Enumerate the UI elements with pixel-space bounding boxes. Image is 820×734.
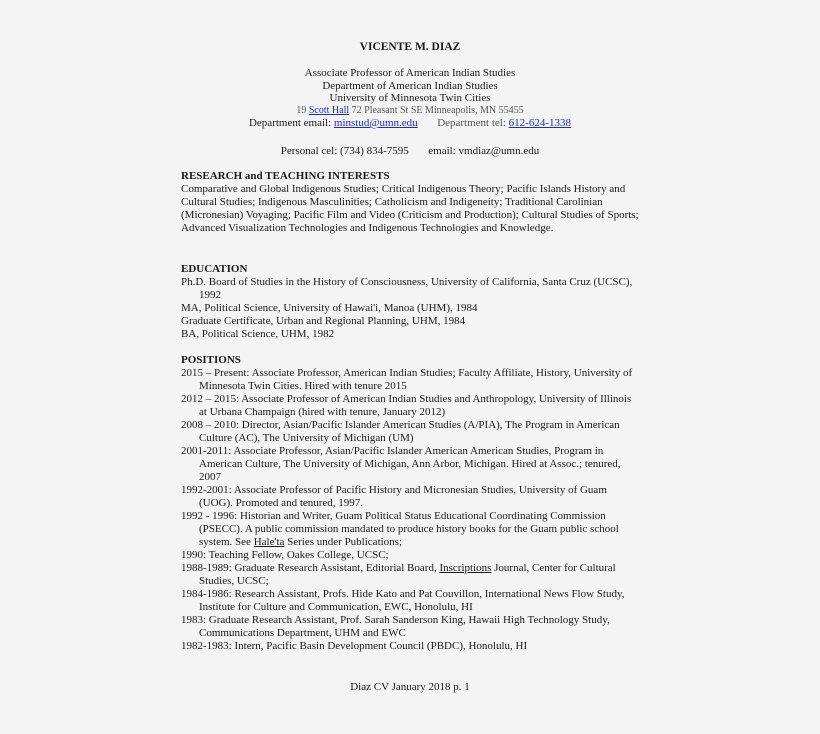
position-item: 2008 – 2010: Director, Asian/Pacific Islander American Studies (A/PIA), The Program in American Culture (AC), The University of Michigan (UM) <box>181 419 620 444</box>
job-title: Associate Professor of American Indian Studies <box>304 67 516 79</box>
address <box>0 105 820 118</box>
dept-email-link[interactable]: minstud@umn.edu <box>333 117 418 129</box>
education-section <box>181 263 641 341</box>
position-item: 1982-1983: Intern, Pacific Basin Development Council (PBDC), Honolulu, HI <box>181 640 528 652</box>
scott-hall-link[interactable]: Scott Hall <box>308 104 350 116</box>
position-item: 1992 - 1996: Historian and Writer, Guam Political Status Educational Coordinating Commission (PSECC). A public commission mandated to produce history books for the Guam public school system. See Hale'ta Series under Publications; <box>181 510 619 548</box>
position-item: 1992-2001: Associate Professor of Pacific History and Micronesian Studies, University of Guam (UOG). Promoted and tenured, 1997. <box>181 484 607 509</box>
research-section <box>181 170 641 235</box>
position-item: 2001-2011: Associate Professor, Asian/Pacific Islander American American Studies, Program in American Culture, The University of Michigan, Ann Arbor, Michigan. Hired at Assoc.; tenured, 2007 <box>181 445 621 483</box>
cv-header <box>0 67 820 130</box>
department: Department of American Indian Studies <box>322 79 498 92</box>
dept-email-label: Department email: <box>248 117 332 129</box>
address-rest: 72 Pleasant St SE Minneapolis, MN 55455 <box>351 104 524 116</box>
personal-cel: Personal cel: (734) 834-7595 <box>280 145 409 157</box>
education-item: Ph.D. Board of Studies in the History of Consciousness, University of California, Santa Cruz (UCSC), 1992 <box>181 276 633 301</box>
dept-tel-label: Department tel: <box>437 117 506 129</box>
page-footer: Diaz CV January 2018 p. 1 <box>350 681 470 693</box>
position-item: 1983: Graduate Research Assistant, Prof. Sarah Sanderson King, Hawaii High Technology Study, Communications Department, UHM and EWC <box>181 614 610 639</box>
position-item: 1984-1986: Research Assistant, Profs. Hide Kato and Pat Couvillon, International News Flow Study, Institute for Culture and Communication, EWC, Honolulu, HI <box>181 588 625 613</box>
personal-email: email: vmdiaz@umn.edu <box>428 145 540 157</box>
position-item: 2012 – 2015: Associate Professor of American Indian Studies and Anthropology, University of Illinois at Urbana Champaign (hired with tenure, January 2012) <box>181 393 632 418</box>
university: University of Minnesota Twin Cities <box>329 92 491 104</box>
haleta-title: Hale'ta <box>253 536 285 548</box>
address-prefix: 19 <box>296 104 307 116</box>
cv-name: VICENTE M. DIAZ <box>359 41 461 53</box>
department-contact <box>0 117 820 130</box>
position-item: 1988-1989: Graduate Research Assistant, Editorial Board, Inscriptions Journal, Center for Cultural Studies, UCSC; <box>181 562 616 587</box>
position-item: 2015 – Present: Associate Professor, American Indian Studies; Faculty Affiliate, History, University of Minnesota Twin Cities. Hired with tenure 2015 <box>181 367 633 392</box>
education-item: Graduate Certificate, Urban and Regional Planning, UHM, 1984 <box>181 315 466 327</box>
positions-heading: POSITIONS <box>181 354 241 366</box>
positions-section <box>181 354 641 653</box>
personal-contact <box>0 145 820 158</box>
education-item: MA, Political Science, University of Hawai'i, Manoa (UHM), 1984 <box>181 302 478 314</box>
dept-tel-link[interactable]: 612-624-1338 <box>508 117 571 129</box>
research-text: Comparative and Global Indigenous Studies; Critical Indigenous Theory; Pacific Islands History and Cultural Studies; Indigenous Masculinities; Catholicism and Indigeneity; Traditional Carolinian (Micronesian) Voyaging; Pacific Film and Video (Criticism and Production); Cultural Studies of Sports; Advanced Visualization Technologies and Indigenous Technologies and Knowledge. <box>181 183 639 234</box>
education-heading: EDUCATION <box>181 263 248 275</box>
inscriptions-title: Inscriptions <box>439 562 492 574</box>
position-item: 1990: Teaching Fellow, Oakes College, UCSC; <box>181 549 389 561</box>
research-heading: RESEARCH and TEACHING INTERESTS <box>181 170 390 182</box>
education-item: BA, Political Science, UHM, 1982 <box>181 328 335 340</box>
